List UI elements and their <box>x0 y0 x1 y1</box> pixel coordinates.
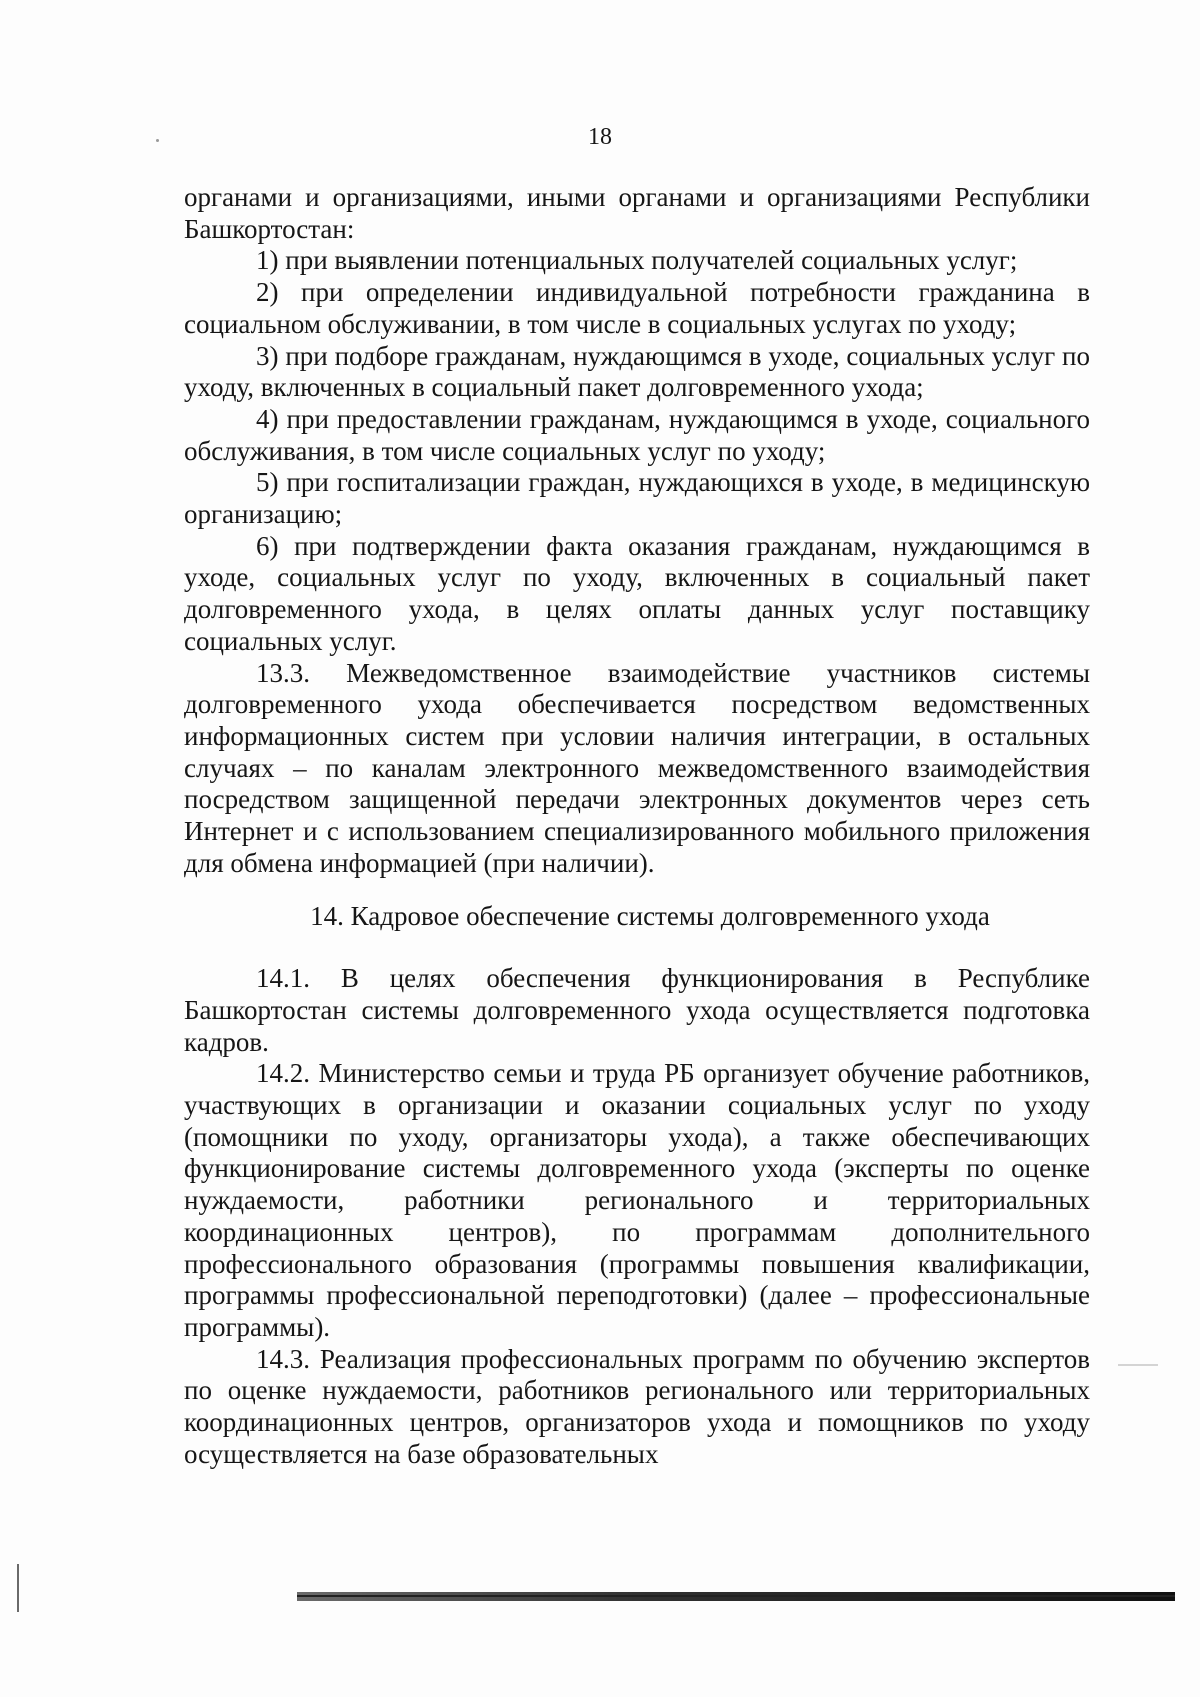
page-number: 18 <box>588 124 612 150</box>
clause-14-2: 14.2. Министерство семьи и труда РБ организует обучение работников, участвующих в организации и оказании социальных услуг по уходу (помощники по уходу, организаторы ухода), а также обеспечивающих функционирование системы долговременного ухода (эксперты по оценке нуждаемости, работники регионального и территориальных координационных центров), по программам дополнительного профессионального образования (программы повышения квалификации, программы профессиональной переподготовки) (далее – профессиональные программы). <box>184 1058 1090 1342</box>
list-item-6: 6) при подтверждении факта оказания гражданам, нуждающимся в уходе, социальных услуг по уходу, включенных в социальный пакет долговременного ухода, в целях оплаты данных услуг поставщику социальных услуг. <box>184 530 1090 656</box>
list-item-3: 3) при подборе гражданам, нуждающимся в уходе, социальных услуг по уходу, включенных в социальный пакет долговременного ухода; <box>184 340 1090 403</box>
scan-artifact-smudge <box>1118 1364 1158 1366</box>
clause-14-1: 14.1. В целях обеспечения функционирования в Республике Башкортостан системы долговременного ухода осуществляется подготовка кадров. <box>184 963 1090 1057</box>
list-item-2: 2) при определении индивидуальной потребности гражданина в социальном обслуживании, в том числе в социальных услугах по уходу; <box>184 277 1090 339</box>
list-item-5: 5) при госпитализации граждан, нуждающихся в уходе, в медицинскую организацию; <box>184 467 1090 530</box>
section-heading-14: 14. Кадровое обеспечение системы долговременного ухода <box>310 901 990 932</box>
clause-13-3: 13.3. Межведомственное взаимодействие участников системы долговременного ухода обеспечивается посредством ведомственных информационных систем при условии наличия интеграции, в остальных случаях – по каналам электронного межведомственного взаимодействия посредством защищенной передачи электронных документов через сеть Интернет и с использованием специализированного мобильного приложения для обмена информацией (при наличии). <box>184 657 1090 878</box>
document-body <box>184 182 1090 1470</box>
list-item-1: 1) при выявлении потенциальных получателей социальных услуг; <box>256 245 1018 276</box>
scan-margin-mark <box>17 1564 19 1612</box>
bottom-rule <box>297 1592 1175 1601</box>
clause-14-3: 14.3. Реализация профессиональных программ по обучению экспертов по оценке нуждаемости, работников регионального или территориальных координационных центров, организаторов ухода и помощников по уходу осуществляется на базе образовательных <box>184 1343 1090 1469</box>
list-item-4: 4) при предоставлении гражданам, нуждающимся в уходе, социального обслуживания, в том числе социальных услуг по уходу; <box>184 403 1090 466</box>
paragraph-continuation: органами и организациями, иными органами и организациями Республики Башкортостан: <box>184 182 1090 244</box>
